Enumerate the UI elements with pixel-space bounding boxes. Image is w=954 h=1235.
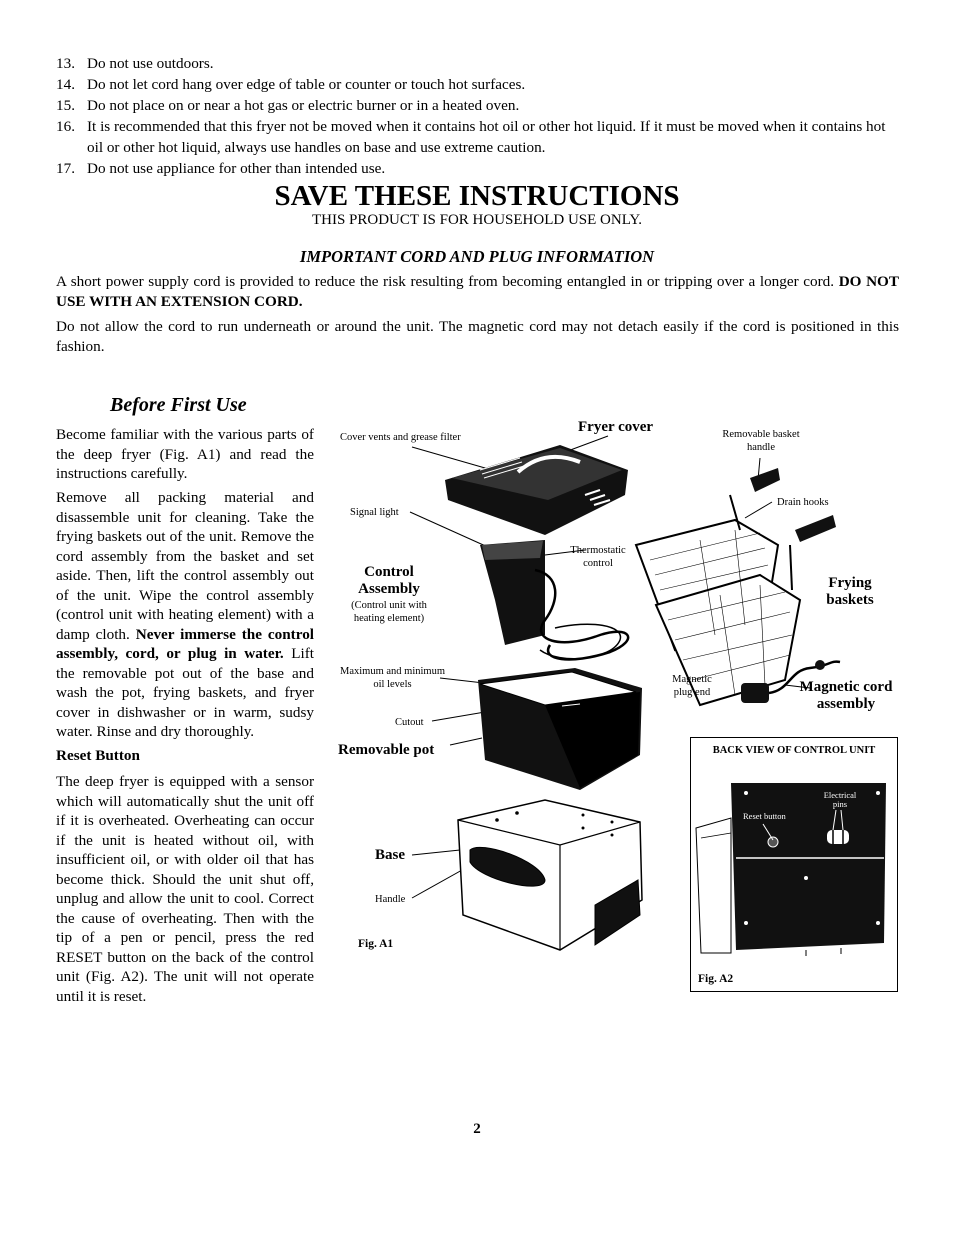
list-item: 17. Do not use appliance for other than intended use. <box>56 160 386 177</box>
label-handle: Handle <box>375 894 406 905</box>
reset-button-heading: Reset Button <box>56 747 140 764</box>
label-control-assembly: Control Assembly <box>358 564 420 597</box>
label-control-sub: (Control unit with heating element) <box>351 600 427 624</box>
label-removable-basket-handle: Removable basket handle <box>722 429 800 453</box>
label-cover-vents: Cover vents and grease filter <box>340 432 461 443</box>
control-unit-back-drawing <box>691 738 897 991</box>
label-frying-baskets: Frying baskets <box>826 575 874 608</box>
removable-basket-handle-top <box>750 468 780 492</box>
cord-paragraph-2: Do not allow the cord to run underneath or around the unit. The magnetic cord may not detach easily if the cord is positioned in this fashion. <box>56 318 899 355</box>
list-item: 14. Do not let cord hang over edge of table or counter or touch hot surfaces. <box>56 76 526 93</box>
list-item: 13. Do not use outdoors. <box>56 55 214 72</box>
cord-paragraph-1: A short power supply cord is provided to reduce the risk resulting from becoming entangled in or tripping over a longer cord. DO NOT USE WITH AN EXTENSION CORD. <box>56 273 899 310</box>
label-fryer-cover: Fryer cover <box>578 419 654 435</box>
page-number: 2 <box>473 1121 481 1137</box>
label-reset-button: Reset button <box>743 811 786 821</box>
before-paragraph-1: Become familiar with the various parts of the deep fryer (Fig. A1) and read the instructions carefully. <box>56 426 314 482</box>
household-use-line: THIS PRODUCT IS FOR HOUSEHOLD USE ONLY. <box>311 212 643 228</box>
label-magnetic-cord-assembly: Magnetic cord assembly <box>799 679 893 712</box>
cord-plug-heading: IMPORTANT CORD AND PLUG INFORMATION <box>299 247 655 266</box>
fig-a2-title: BACK VIEW OF CONTROL UNIT <box>712 745 876 756</box>
list-item: 16. It is recommended that this fryer not be moved when it contains hot oil or other hot liquid. If it must be moved when it contains hot oil or other hot liquid, always use handles on base and use extreme caution. <box>56 118 886 156</box>
label-signal-light: Signal light <box>350 507 399 518</box>
fig-a2-panel <box>690 737 898 992</box>
reset-paragraph: The deep fryer is equipped with a sensor which will automatically shut the unit off if it is overheated. Overheating can occur if the unit is heated without oil, with insufficient oil, or with older oil that has become thick. Should the unit shut off, unplug and allow the unit to cool. Correct the cause of overheating. Then with the tip of a pen or pencil, press the red RESET button on the back of the control unit (Fig. A2). The unit will not operate until it is reset. <box>56 773 314 1005</box>
list-item: 15. Do not place on or near a hot gas or electric burner or in a heated oven. <box>56 97 520 114</box>
save-instructions-title: SAVE THESE INSTRUCTIONS <box>274 180 680 212</box>
removable-basket-handle-lower <box>795 515 836 542</box>
base-drawing <box>458 800 642 950</box>
label-cutout: Cutout <box>395 717 424 728</box>
label-magnetic-plug-end: Magnetic plug end <box>672 674 712 698</box>
label-thermostatic-control: Thermostatic control <box>570 545 626 569</box>
label-electrical-pins: Electrical pins <box>823 790 857 809</box>
fig-a2-caption: Fig. A2 <box>698 973 734 985</box>
fig-a1-caption: Fig. A1 <box>358 938 394 950</box>
fryer-cover-drawing <box>445 445 628 535</box>
label-drain-hooks: Drain hooks <box>777 497 829 508</box>
before-paragraph-2: Remove all packing material and disassemble unit for cleaning. Take the frying baskets out of the unit. Remove the cord assembly from the basket and set aside. Then, lift the control assembly out of the unit. Wipe the control assembly (control unit with heating element) with a damp cloth. Never immerse the control assembly, cord, or plug in water. Lift the removable pot out of the base and wash the pot, frying baskets, and fryer cover in dishwasher or in warm, sudsy water. Rinse and dry thoroughly. <box>56 489 315 740</box>
removable-pot-drawing <box>478 668 642 790</box>
before-first-use-heading: Before First Use <box>110 394 247 416</box>
label-removable-pot: Removable pot <box>338 742 435 758</box>
label-oil-levels: Maximum and minimum oil levels <box>340 666 445 690</box>
label-base: Base <box>375 847 405 863</box>
